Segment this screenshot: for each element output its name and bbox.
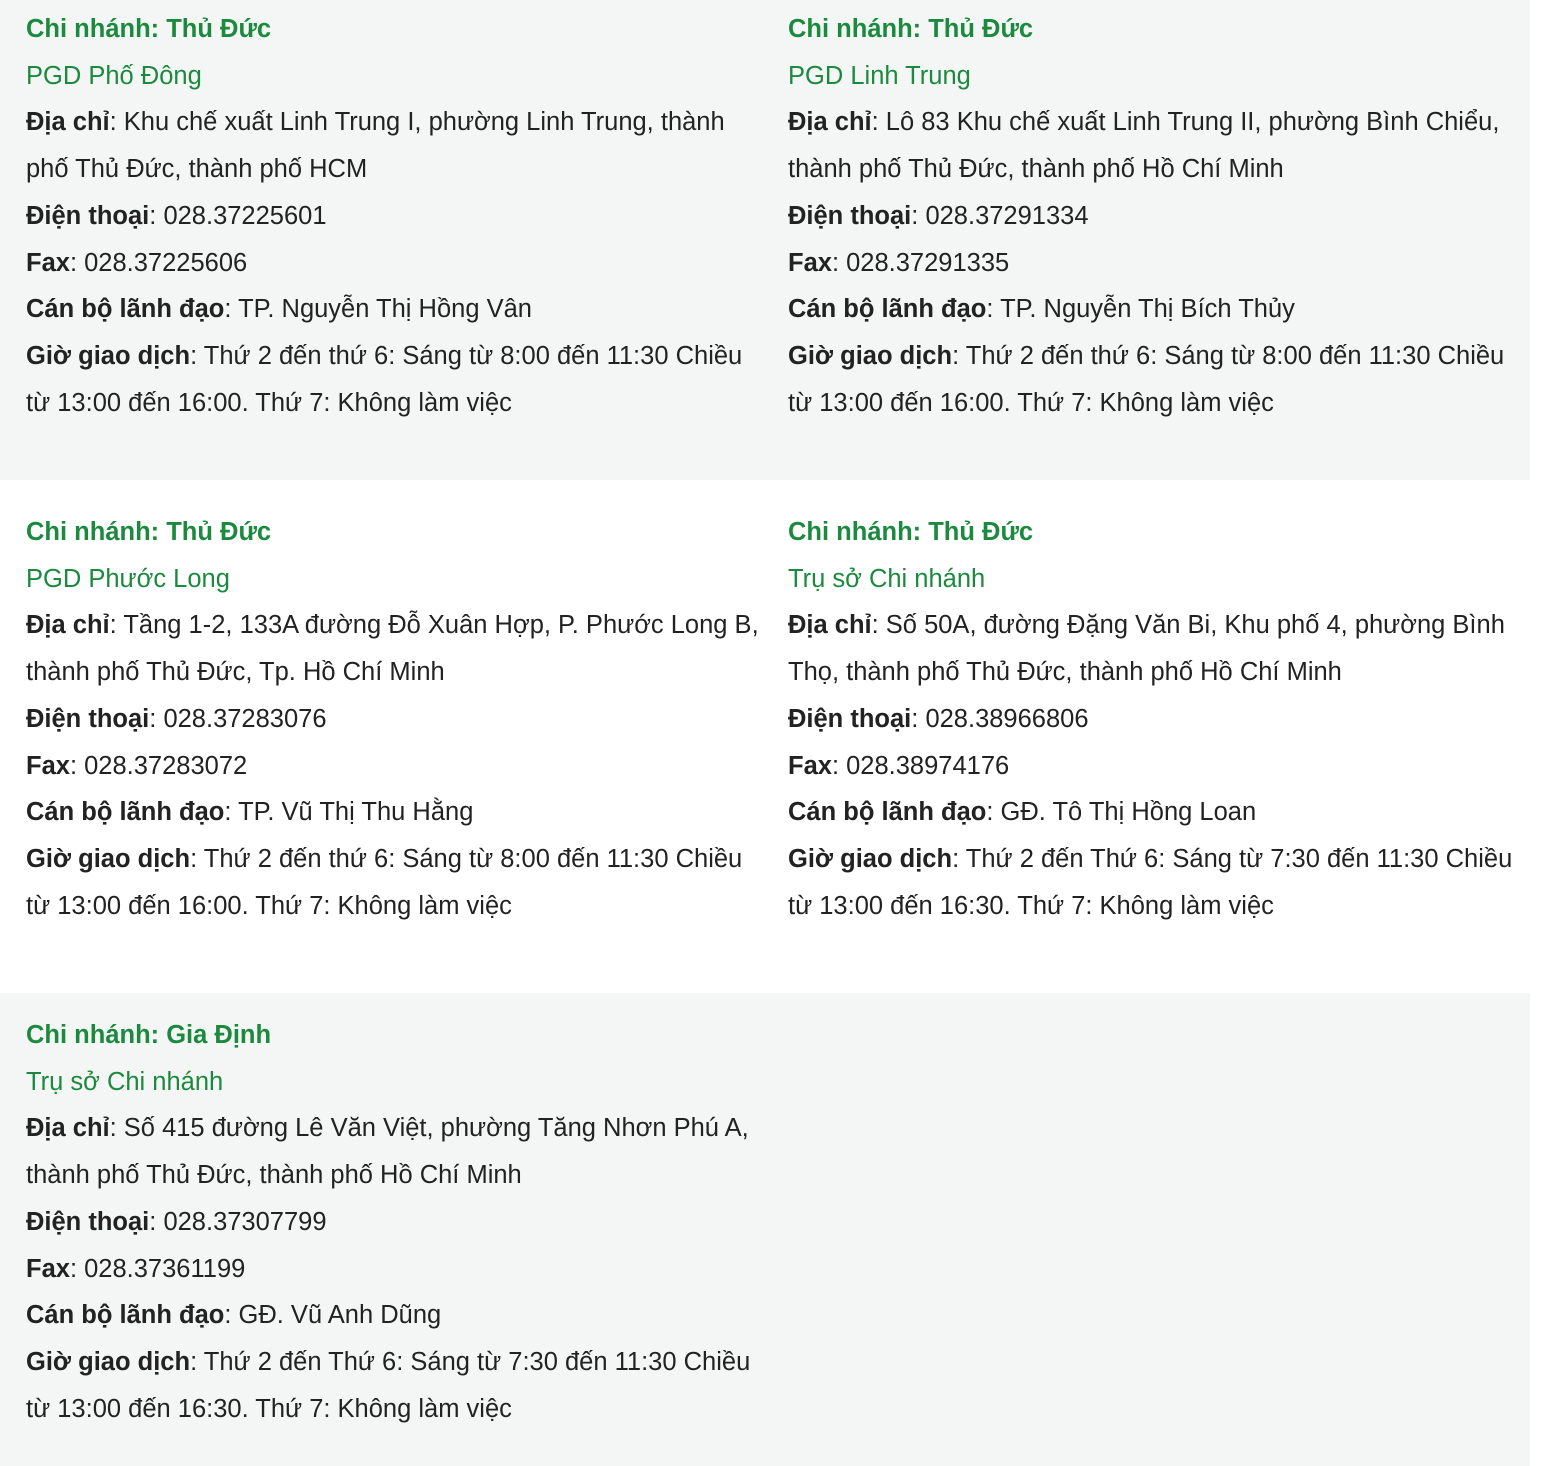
phone-line: Điện thoại: 028.37307799 bbox=[26, 1207, 327, 1236]
address-value: Lô 83 Khu chế xuất Linh Trung II, phường Bình Chiểu, thành phố Thủ Đức, thành phố Hồ Chí Minh bbox=[788, 108, 1500, 184]
address-label: Địa chỉ bbox=[26, 108, 110, 137]
hours-line: Giờ giao dịch: Thứ 2 đến thứ 6: Sáng từ 8:00 đến 11:30 Chiều từ 13:00 đến 16:00. Thứ 7: Không làm việc bbox=[788, 341, 1505, 417]
address-label: Địa chỉ bbox=[26, 611, 110, 640]
fax-line: Fax: 028.37361199 bbox=[26, 1254, 246, 1283]
office-name[interactable]: PGD Phố Đông bbox=[26, 61, 202, 90]
phone-line: Điện thoại: 028.37225601 bbox=[26, 201, 327, 230]
office-name[interactable]: Trụ sở Chi nhánh bbox=[26, 1067, 224, 1096]
fax-value: 028.37291335 bbox=[846, 248, 1010, 277]
fax-line: Fax: 028.38974176 bbox=[788, 751, 1010, 780]
fax-value: 028.37225606 bbox=[84, 248, 248, 277]
branch-card bbox=[26, 6, 768, 426]
leader-value: TP. Nguyễn Thị Hồng Vân bbox=[238, 295, 532, 324]
hours-line: Giờ giao dịch: Thứ 2 đến Thứ 6: Sáng từ 7:30 đến 11:30 Chiều từ 13:00 đến 16:30. Thứ 7: Không làm việc bbox=[26, 1347, 751, 1423]
hours-line: Giờ giao dịch: Thứ 2 đến Thứ 6: Sáng từ 7:30 đến 11:30 Chiều từ 13:00 đến 16:30. Thứ 7: Không làm việc bbox=[788, 844, 1513, 920]
branch-card bbox=[26, 1012, 768, 1432]
leader-label: Cán bộ lãnh đạo bbox=[26, 798, 225, 827]
fax-value: 028.38974176 bbox=[846, 751, 1010, 780]
phone-line: Điện thoại: 028.37283076 bbox=[26, 704, 327, 733]
hours-label: Giờ giao dịch bbox=[26, 844, 191, 873]
phone-label: Điện thoại bbox=[788, 704, 912, 733]
hours-label: Giờ giao dịch bbox=[788, 844, 953, 873]
branch-card bbox=[788, 6, 1530, 426]
leader-value: TP. Nguyễn Thị Bích Thủy bbox=[1000, 295, 1295, 324]
hours-value: Thứ 2 đến thứ 6: Sáng từ 8:00 đến 11:30 Chiều từ 13:00 đến 16:00. Thứ 7: Không làm việc bbox=[788, 341, 1505, 417]
leader-value: TP. Vũ Thị Thu Hằng bbox=[238, 798, 474, 827]
leader-label: Cán bộ lãnh đạo bbox=[788, 798, 987, 827]
branch-row-1 bbox=[0, 0, 1530, 480]
phone-label: Điện thoại bbox=[788, 201, 912, 230]
phone-label: Điện thoại bbox=[26, 201, 150, 230]
address-label: Địa chỉ bbox=[788, 611, 872, 640]
fax-line: Fax: 028.37225606 bbox=[26, 248, 248, 277]
address-value: Số 415 đường Lê Văn Việt, phường Tăng Nhơn Phú A, thành phố Thủ Đức, thành phố Hồ Chí Minh bbox=[26, 1114, 749, 1190]
hours-value: Thứ 2 đến thứ 6: Sáng từ 8:00 đến 11:30 Chiều từ 13:00 đến 16:00. Thứ 7: Không làm việc bbox=[26, 341, 743, 417]
phone-line: Điện thoại: 028.37291334 bbox=[788, 201, 1089, 230]
address-line: Địa chỉ: Lô 83 Khu chế xuất Linh Trung II, phường Bình Chiểu, thành phố Thủ Đức, thành phố Hồ Chí Minh bbox=[788, 108, 1500, 184]
address-label: Địa chỉ bbox=[26, 1114, 110, 1143]
address-line: Địa chỉ: Tầng 1-2, 133A đường Đỗ Xuân Hợp, P. Phước Long B, thành phố Thủ Đức, Tp. Hồ Chí Minh bbox=[26, 611, 759, 687]
office-name[interactable]: PGD Phước Long bbox=[26, 564, 230, 593]
address-line: Địa chỉ: Số 50A, đường Đặng Văn Bi, Khu phố 4, phường Bình Thọ, thành phố Thủ Đức, thành phố Hồ Chí Minh bbox=[788, 611, 1505, 687]
leader-value: GĐ. Tô Thị Hồng Loan bbox=[1000, 798, 1257, 827]
hours-label: Giờ giao dịch bbox=[26, 341, 191, 370]
address-label: Địa chỉ bbox=[788, 108, 872, 137]
phone-value: 028.38966806 bbox=[925, 704, 1089, 733]
leader-line: Cán bộ lãnh đạo: TP. Vũ Thị Thu Hằng bbox=[26, 798, 474, 827]
phone-label: Điện thoại bbox=[26, 704, 150, 733]
leader-label: Cán bộ lãnh đạo bbox=[788, 295, 987, 324]
leader-line: Cán bộ lãnh đạo: GĐ. Vũ Anh Dũng bbox=[26, 1301, 442, 1330]
branch-row-2 bbox=[0, 480, 1530, 993]
hours-label: Giờ giao dịch bbox=[26, 1347, 191, 1376]
hours-value: Thứ 2 đến Thứ 6: Sáng từ 7:30 đến 11:30 Chiều từ 13:00 đến 16:30. Thứ 7: Không làm việc bbox=[788, 844, 1513, 920]
fax-line: Fax: 028.37291335 bbox=[788, 248, 1010, 277]
phone-value: 028.37307799 bbox=[163, 1207, 327, 1236]
phone-value: 028.37283076 bbox=[163, 704, 327, 733]
address-value: Tầng 1-2, 133A đường Đỗ Xuân Hợp, P. Phước Long B, thành phố Thủ Đức, Tp. Hồ Chí Minh bbox=[26, 611, 759, 687]
phone-value: 028.37225601 bbox=[163, 201, 327, 230]
leader-line: Cán bộ lãnh đạo: TP. Nguyễn Thị Hồng Vân bbox=[26, 295, 532, 324]
fax-label: Fax bbox=[26, 1254, 70, 1283]
office-name[interactable]: PGD Linh Trung bbox=[788, 61, 971, 90]
fax-line: Fax: 028.37283072 bbox=[26, 751, 248, 780]
leader-line: Cán bộ lãnh đạo: GĐ. Tô Thị Hồng Loan bbox=[788, 798, 1257, 827]
fax-label: Fax bbox=[788, 248, 832, 277]
fax-value: 028.37283072 bbox=[84, 751, 248, 780]
branch-card bbox=[788, 509, 1530, 929]
fax-value: 028.37361199 bbox=[84, 1254, 246, 1283]
fax-label: Fax bbox=[788, 751, 832, 780]
branch-name[interactable]: Chi nhánh: Thủ Đức bbox=[788, 15, 1034, 43]
hours-label: Giờ giao dịch bbox=[788, 341, 953, 370]
fax-label: Fax bbox=[26, 248, 70, 277]
branch-name[interactable]: Chi nhánh: Gia Định bbox=[26, 1021, 272, 1049]
address-value: Khu chế xuất Linh Trung I, phường Linh Trung, thành phố Thủ Đức, thành phố HCM bbox=[26, 108, 725, 184]
leader-line: Cán bộ lãnh đạo: TP. Nguyễn Thị Bích Thủy bbox=[788, 295, 1295, 324]
phone-line: Điện thoại: 028.38966806 bbox=[788, 704, 1089, 733]
branch-name[interactable]: Chi nhánh: Thủ Đức bbox=[788, 518, 1034, 546]
branch-name[interactable]: Chi nhánh: Thủ Đức bbox=[26, 518, 272, 546]
branch-row-3 bbox=[0, 993, 1530, 1466]
branch-card bbox=[26, 509, 768, 929]
hours-line: Giờ giao dịch: Thứ 2 đến thứ 6: Sáng từ 8:00 đến 11:30 Chiều từ 13:00 đến 16:00. Thứ 7: Không làm việc bbox=[26, 341, 743, 417]
hours-line: Giờ giao dịch: Thứ 2 đến thứ 6: Sáng từ 8:00 đến 11:30 Chiều từ 13:00 đến 16:00. Thứ 7: Không làm việc bbox=[26, 844, 743, 920]
leader-label: Cán bộ lãnh đạo bbox=[26, 1301, 225, 1330]
hours-value: Thứ 2 đến thứ 6: Sáng từ 8:00 đến 11:30 Chiều từ 13:00 đến 16:00. Thứ 7: Không làm việc bbox=[26, 844, 743, 920]
address-line: Địa chỉ: Khu chế xuất Linh Trung I, phường Linh Trung, thành phố Thủ Đức, thành phố HCM bbox=[26, 108, 725, 184]
fax-label: Fax bbox=[26, 751, 70, 780]
phone-label: Điện thoại bbox=[26, 1207, 150, 1236]
leader-value: GĐ. Vũ Anh Dũng bbox=[238, 1301, 442, 1330]
branch-name[interactable]: Chi nhánh: Thủ Đức bbox=[26, 15, 272, 43]
address-value: Số 50A, đường Đặng Văn Bi, Khu phố 4, phường Bình Thọ, thành phố Thủ Đức, thành phố Hồ Chí Minh bbox=[788, 611, 1505, 687]
office-name[interactable]: Trụ sở Chi nhánh bbox=[788, 564, 986, 593]
hours-value: Thứ 2 đến Thứ 6: Sáng từ 7:30 đến 11:30 Chiều từ 13:00 đến 16:30. Thứ 7: Không làm việc bbox=[26, 1347, 751, 1423]
phone-value: 028.37291334 bbox=[925, 201, 1089, 230]
leader-label: Cán bộ lãnh đạo bbox=[26, 295, 225, 324]
address-line: Địa chỉ: Số 415 đường Lê Văn Việt, phường Tăng Nhơn Phú A, thành phố Thủ Đức, thành phố Hồ Chí Minh bbox=[26, 1114, 749, 1190]
